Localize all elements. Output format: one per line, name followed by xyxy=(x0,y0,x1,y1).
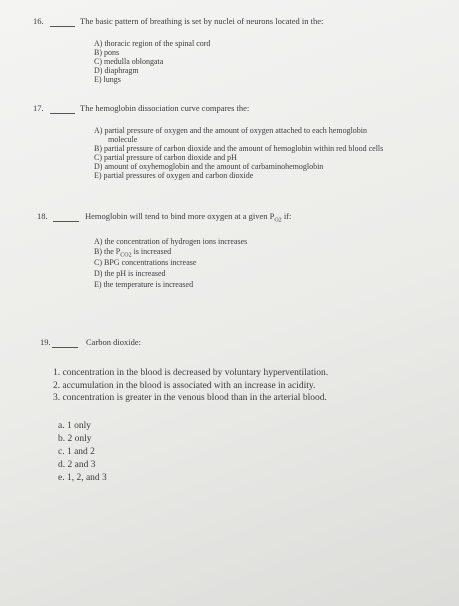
option-a: A) partial pressure of oxygen and the amount of oxygen attached to each hemoglobin xyxy=(94,126,368,135)
question-number: 16. xyxy=(33,16,44,26)
option-a-continued: molecule xyxy=(108,135,138,144)
answer-blank xyxy=(50,113,75,114)
question-number: 19. xyxy=(40,337,51,347)
question-stem: Hemoglobin will tend to bind more oxygen at a given $P_{O2}$ if: xyxy=(85,211,292,224)
choice-a: a. 1 only xyxy=(58,421,91,431)
statement-3: 3. concentration is greater in the venous blood than in the arterial blood. xyxy=(53,393,327,403)
answer-blank xyxy=(52,347,78,348)
option-d: D) the pH is increased xyxy=(94,269,166,278)
option-b: B) the $P_{CO2}$ is increased xyxy=(94,247,172,259)
choice-b: b. 2 only xyxy=(58,434,92,444)
question-number: 18. xyxy=(37,211,48,221)
option-c: C) medulla oblongata xyxy=(94,57,164,66)
question-stem: The hemoglobin dissociation curve compares the: xyxy=(80,103,250,113)
option-b: B) pons xyxy=(94,48,120,57)
option-a: A) thoracic region of the spinal cord xyxy=(94,39,211,48)
option-a: A) the concentration of hydrogen ions increases xyxy=(94,237,248,246)
option-e: E) partial pressures of oxygen and carbon dioxide xyxy=(94,171,254,180)
option-d: D) amount of oxyhemoglobin and the amount of carbaminohemoglobin xyxy=(94,162,324,171)
answer-blank xyxy=(50,26,75,27)
option-d: D) diaphragm xyxy=(94,66,139,75)
statement-1: 1. concentration in the blood is decreased by voluntary hyperventilation. xyxy=(53,368,329,378)
option-b: B) partial pressure of carbon dioxide and the amount of hemoglobin within red blood cells xyxy=(94,144,384,153)
question-stem: The basic pattern of breathing is set by nuclei of neurons located in the: xyxy=(80,16,324,26)
question-number: 17. xyxy=(33,103,44,113)
option-e: E) the temperature is increased xyxy=(94,280,194,289)
answer-blank xyxy=(53,221,79,222)
choice-e: e. 1, 2, and 3 xyxy=(58,473,107,483)
option-c: C) partial pressure of carbon dioxide and pH xyxy=(94,153,237,162)
choice-c: c. 1 and 2 xyxy=(58,447,95,457)
statement-2: 2. accumulation in the blood is associated with an increase in acidity. xyxy=(53,381,316,391)
option-c: C) BPG concentrations increase xyxy=(94,258,197,267)
question-stem: Carbon dioxide: xyxy=(86,337,142,347)
option-e: E) lungs xyxy=(94,75,121,84)
choice-d: d. 2 and 3 xyxy=(58,460,96,470)
